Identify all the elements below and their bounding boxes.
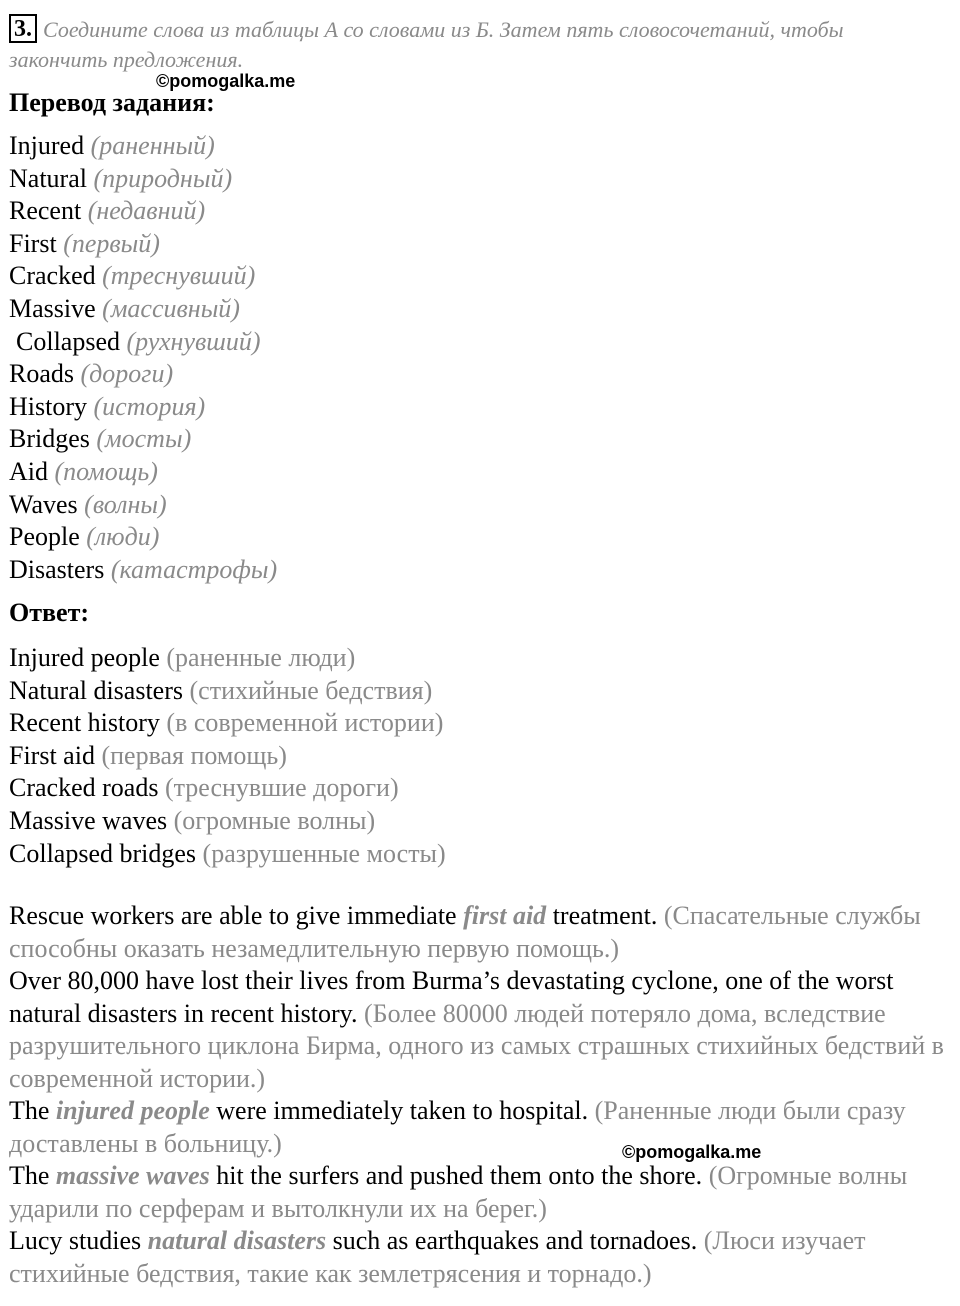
word-ru: (природный) <box>93 163 233 193</box>
translation-heading: Перевод задания: <box>9 88 215 117</box>
word-en: First <box>9 228 57 258</box>
word-en: Aid <box>9 456 48 486</box>
sentence <box>9 1095 949 1160</box>
sentence-text: Rescue workers are able to give immediate <box>9 901 464 930</box>
sentence <box>9 965 949 1095</box>
task-number: 3. <box>9 14 37 43</box>
word-ru: (первый) <box>63 228 160 258</box>
word-en: Recent <box>9 196 82 226</box>
sentence-translation: (Раненные люди были сразу доставлены в больницу.) <box>9 1096 906 1158</box>
list-item <box>9 163 277 196</box>
list-item <box>9 260 277 293</box>
sentence-translation: (Люси изучает стихийные бедствия, такие как землетрясения и торнадо.) <box>9 1226 866 1288</box>
phrase-en: Massive waves <box>9 805 168 835</box>
word-ru: (люди) <box>86 522 160 552</box>
word-ru: (волны) <box>84 489 167 519</box>
word-ru: (массивный) <box>102 293 240 323</box>
translation-list <box>9 130 277 586</box>
word-ru: (помощь) <box>54 456 158 486</box>
list-item <box>9 838 446 871</box>
answer-heading: Ответ: <box>9 598 90 627</box>
phrase-ru: (огромные волны) <box>173 805 376 835</box>
highlighted-phrase: natural disasters <box>147 1226 327 1255</box>
word-en: Disasters <box>9 554 105 584</box>
list-item <box>9 772 446 805</box>
list-item <box>9 358 277 391</box>
phrase-ru: (первая помощь) <box>101 740 287 770</box>
word-en: Collapsed <box>16 326 120 356</box>
word-ru: (мосты) <box>96 424 192 454</box>
sentence-text: The <box>9 1096 56 1125</box>
word-en: Natural <box>9 163 87 193</box>
sentence-translation: (Спасательные службы способны оказать незамедлительную первую помощь.) <box>9 901 921 963</box>
word-ru: (история) <box>93 391 206 421</box>
sentence <box>9 1225 949 1290</box>
highlighted-phrase: first aid <box>463 901 547 930</box>
word-ru: (дороги) <box>80 359 174 389</box>
list-item <box>9 642 446 675</box>
word-ru: (раненный) <box>90 131 215 160</box>
example-sentences <box>9 900 949 1290</box>
list-item <box>9 195 277 228</box>
phrase-en: Recent history <box>9 708 160 738</box>
sentence-translation: (Более 80000 людей потеряло дома, вследствие разрушительного циклона Бирма, одного из самых страшных стихийных бедствий в современной истории.) <box>9 998 944 1093</box>
task-instruction: Соедините слова из таблицы А со словами из Б. Затем пять словосочетаний, чтобы закончить предложения. <box>9 17 844 72</box>
sentence-text: hit the surfers and pushed them onto the shore. <box>209 1161 709 1190</box>
sentence <box>9 1160 949 1225</box>
list-item <box>9 293 277 326</box>
word-en: Waves <box>9 489 78 519</box>
highlighted-phrase: massive waves <box>55 1161 210 1190</box>
list-item <box>9 130 277 163</box>
word-en: People <box>9 522 80 552</box>
sentence-text: Lucy studies <box>9 1226 148 1255</box>
word-en: Massive <box>9 293 96 323</box>
list-item <box>9 423 277 456</box>
sentence-text: Over 80,000 have lost their lives from Burma’s devastating cyclone, one of the worst natural disasters in recent history. <box>9 966 894 1028</box>
word-ru: (рухнувший) <box>126 326 261 356</box>
answer-list <box>9 642 446 870</box>
word-en: Injured <box>9 131 85 160</box>
phrase-ru: (треснувшие дороги) <box>164 773 399 803</box>
list-item <box>9 228 277 261</box>
phrase-en: Cracked roads <box>9 773 159 803</box>
phrase-en: Natural disasters <box>9 675 184 705</box>
word-ru: (треснувший) <box>102 261 256 291</box>
phrase-en: Collapsed bridges <box>9 838 197 868</box>
word-en: Bridges <box>9 424 90 454</box>
sentence-text: The <box>9 1161 56 1190</box>
sentence-text: treatment. <box>546 901 664 930</box>
sentence-text: such as earthquakes and tornadoes. <box>326 1226 704 1255</box>
word-ru: (катастрофы) <box>110 554 278 584</box>
list-item <box>9 675 446 708</box>
phrase-ru: (в современной истории) <box>166 708 444 738</box>
list-item <box>9 456 277 489</box>
sentence-translation: (Огромные волны ударили по серферам и вытолкнули их на берег.) <box>9 1161 908 1223</box>
phrase-ru: (раненные люди) <box>166 643 356 672</box>
list-item <box>9 805 446 838</box>
watermark: ©pomogalka.me <box>156 71 296 91</box>
list-item <box>9 554 277 587</box>
task-header <box>9 14 944 75</box>
phrase-en: First aid <box>9 740 95 770</box>
phrase-ru: (стихийные бедствия) <box>189 675 433 705</box>
list-item <box>9 326 277 359</box>
phrase-en: Injured people <box>9 643 160 672</box>
word-en: History <box>9 391 87 421</box>
word-ru: (недавний) <box>87 196 206 226</box>
list-item <box>9 521 277 554</box>
word-en: Roads <box>9 359 74 389</box>
phrase-ru: (разрушенные мосты) <box>202 838 446 868</box>
list-item <box>9 489 277 522</box>
list-item <box>9 707 446 740</box>
sentence <box>9 900 949 965</box>
list-item <box>9 391 277 424</box>
sentence-text: were immediately taken to hospital. <box>209 1096 595 1125</box>
list-item <box>9 740 446 773</box>
word-en: Cracked <box>9 261 96 291</box>
watermark: ©pomogalka.me <box>622 1142 762 1162</box>
highlighted-phrase: injured people <box>55 1096 210 1125</box>
